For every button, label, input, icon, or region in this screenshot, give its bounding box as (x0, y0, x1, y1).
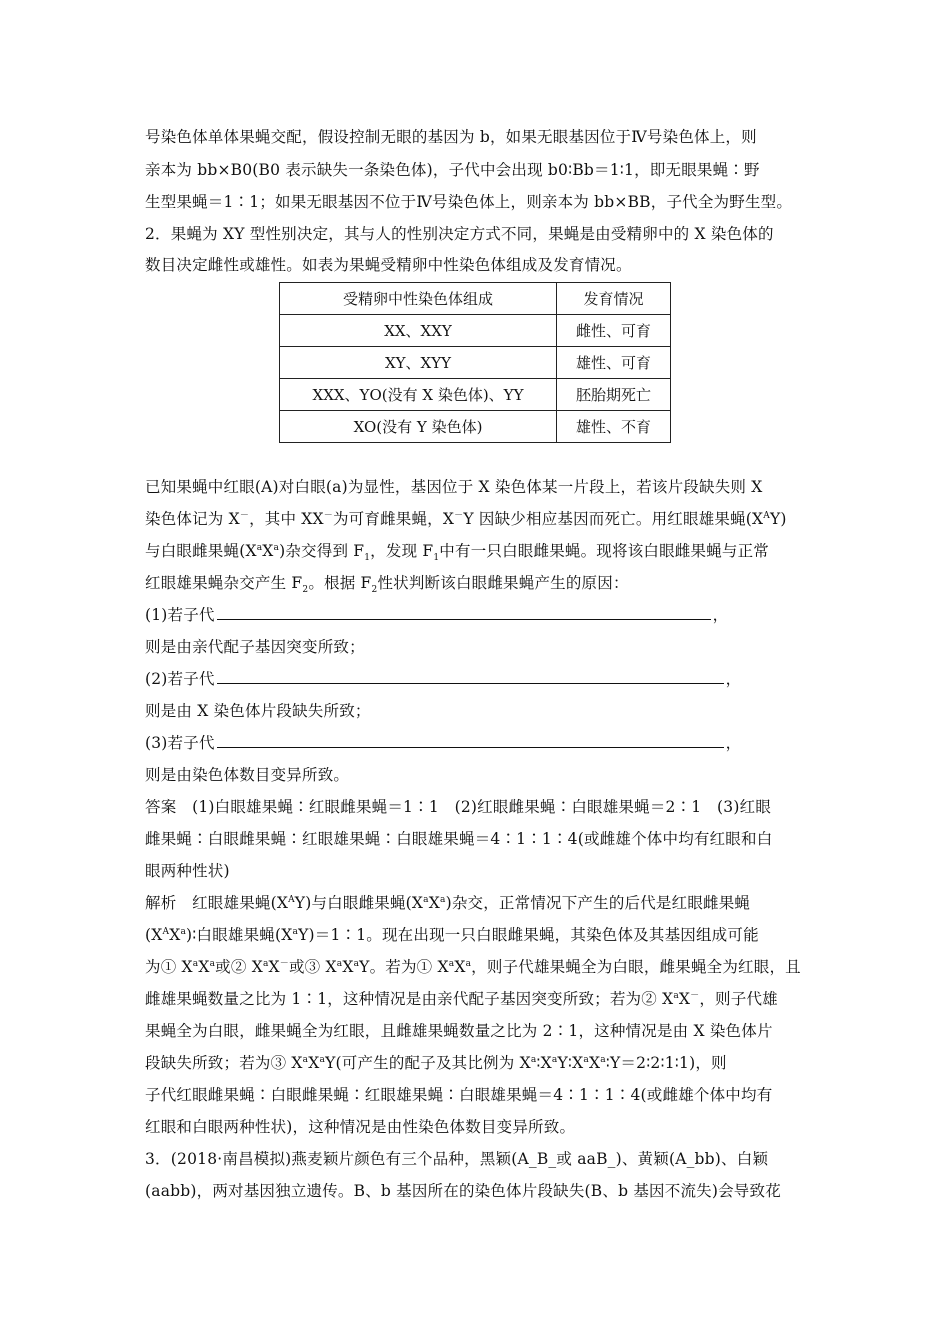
table-row (280, 411, 671, 443)
table-row (280, 347, 671, 379)
text-line: 已知果蝇中红眼(A)对白眼(a)为显性，基因位于 X 染色体某一片段上，若该片段缺失则 X (145, 478, 763, 496)
text-line: 红眼雄果蝇杂交产生 $F_2$。根据 $F_2$性状判断该白眼雌果蝇产生的原因： (145, 574, 629, 596)
sub-question-1: (1)若子代 ， (145, 606, 729, 624)
answer-blank[interactable] (217, 605, 711, 620)
table-header-row (280, 283, 671, 315)
analysis-text: $(X^AX^a)∶$白眼雄果蝇$(X^aY)=1∶1$。现在出现一只白眼雌果蝇，其染色体及其基因组成可能 (145, 926, 759, 944)
analysis-text: 段缺失所致；若为③ $X^aX^aY$(可产生的配子及其比例为 $X^a∶X^aY∶X^aX^a∶Y=2∶2∶1∶1$)，则 (145, 1054, 727, 1072)
question-2-intro: 2．果蝇为 XY 型性别决定，其与人的性别决定方式不同，果蝇是由受精卵中的 X 染色体的 (145, 225, 774, 243)
analysis-text: 雌雄果蝇数量之比为 1∶1，这种情况是由亲代配子基因突变所致；若为② $X^aX^-$，则子代雄 (145, 990, 778, 1008)
text-line: 则是由亲代配子基因突变所致； (145, 638, 365, 656)
analysis-text: 红眼和白眼两种性状)，这种情况是由性染色体数目变异所致。 (145, 1118, 576, 1136)
answer-text: 答案 (1)白眼雄果蝇∶红眼雌果蝇＝1∶1 (2)红眼雌果蝇∶白眼雄果蝇＝2∶1 (3)红眼 (145, 798, 772, 816)
analysis-text: 果蝇全为白眼，雌果蝇全为红眼，且雌雄果蝇数量之比为 2∶1，这种情况是由 X 染色体片 (145, 1022, 773, 1040)
text-line: 则是由染色体数目变异所致。 (145, 766, 350, 784)
table-cell: 胚胎期死亡 (557, 379, 671, 411)
text-line: 则是由 X 染色体片段缺失所致； (145, 702, 371, 720)
text-line: 亲本为 bb×B0(B0 表示缺失一条染色体)，子代中会出现 b0∶Bb＝1∶1，即无眼果蝇∶野 (145, 161, 760, 179)
question-3-text: (aabb)，两对基因独立遗传。B、b 基因所在的染色体片段缺失(B、b 基因不流失)会导致花 (145, 1182, 781, 1200)
text-line: 号染色体单体果蝇交配，假设控制无眼的基因为 b，如果无眼基因位于Ⅳ号染色体上，则 (145, 128, 757, 146)
text-line: 与白眼雌果蝇$(X^aX^a)$杂交得到 $F_1$，发现 $F_1$中有一只白眼雌果蝇。现将该白眼雌果蝇与正常 (145, 542, 769, 564)
question-3-text: 3．(2018·南昌模拟)燕麦颖片颜色有三个品种，黑颖(A_B_或 aaB_)、黄颖(A_bb)、白颖 (145, 1150, 769, 1168)
answer-text: 眼两种性状) (145, 862, 230, 880)
table-cell: XO(没有 Y 染色体) (280, 411, 557, 443)
table-cell: 雌性、可育 (557, 315, 671, 347)
table-row (280, 379, 671, 411)
analysis-text: 解析 红眼雄果蝇$(X^AY)$与白眼雌果蝇$(X^aX^a)$杂交，正常情况下产生的后代是红眼雌果蝇 (145, 894, 751, 912)
answer-blank[interactable] (217, 669, 724, 684)
table-cell: 雄性、不育 (557, 411, 671, 443)
table-row (280, 315, 671, 347)
text-line: 染色体记为 X－，其中 XX－为可育雌果蝇，X－Y 因缺少相应基因而死亡。用红眼雄果蝇$(X^AY)$ (145, 510, 787, 528)
text-line: 生型果蝇＝1∶1；如果无眼基因不位于Ⅳ号染色体上，则亲本为 bb×BB，子代全为野生型。 (145, 193, 793, 211)
analysis-text: 为① $X^aX^a$或② $X^aX^-$或③ $X^aX^aY$。若为① $X^aX^a$，则子代雄果蝇全为白眼，雌果蝇全为红眼，且 (145, 958, 801, 976)
sub-question-2: (2)若子代 ， (145, 670, 742, 688)
sub-question-3: (3)若子代 ， (145, 734, 742, 752)
table-header: 发育情况 (557, 283, 671, 315)
chromosome-table (279, 282, 671, 443)
analysis-text: 子代红眼雌果蝇∶白眼雌果蝇∶红眼雄果蝇∶白眼雄果蝇＝4∶1∶1∶4(或雌雄个体中均有 (145, 1086, 773, 1104)
question-2-intro: 数目决定雌性或雄性。如表为果蝇受精卵中性染色体组成及发育情况。 (145, 256, 632, 274)
table-cell: XXX、YO(没有 X 染色体)、YY (280, 379, 557, 411)
table-cell: XY、XYY (280, 347, 557, 379)
table-header: 受精卵中性染色体组成 (280, 283, 557, 315)
answer-blank[interactable] (217, 733, 724, 748)
table-cell: 雄性、可育 (557, 347, 671, 379)
table-cell: XX、XXY (280, 315, 557, 347)
answer-text: 雌果蝇∶白眼雌果蝇∶红眼雄果蝇∶白眼雄果蝇＝4∶1∶1∶4(或雌雄个体中均有红眼和白 (145, 830, 773, 848)
